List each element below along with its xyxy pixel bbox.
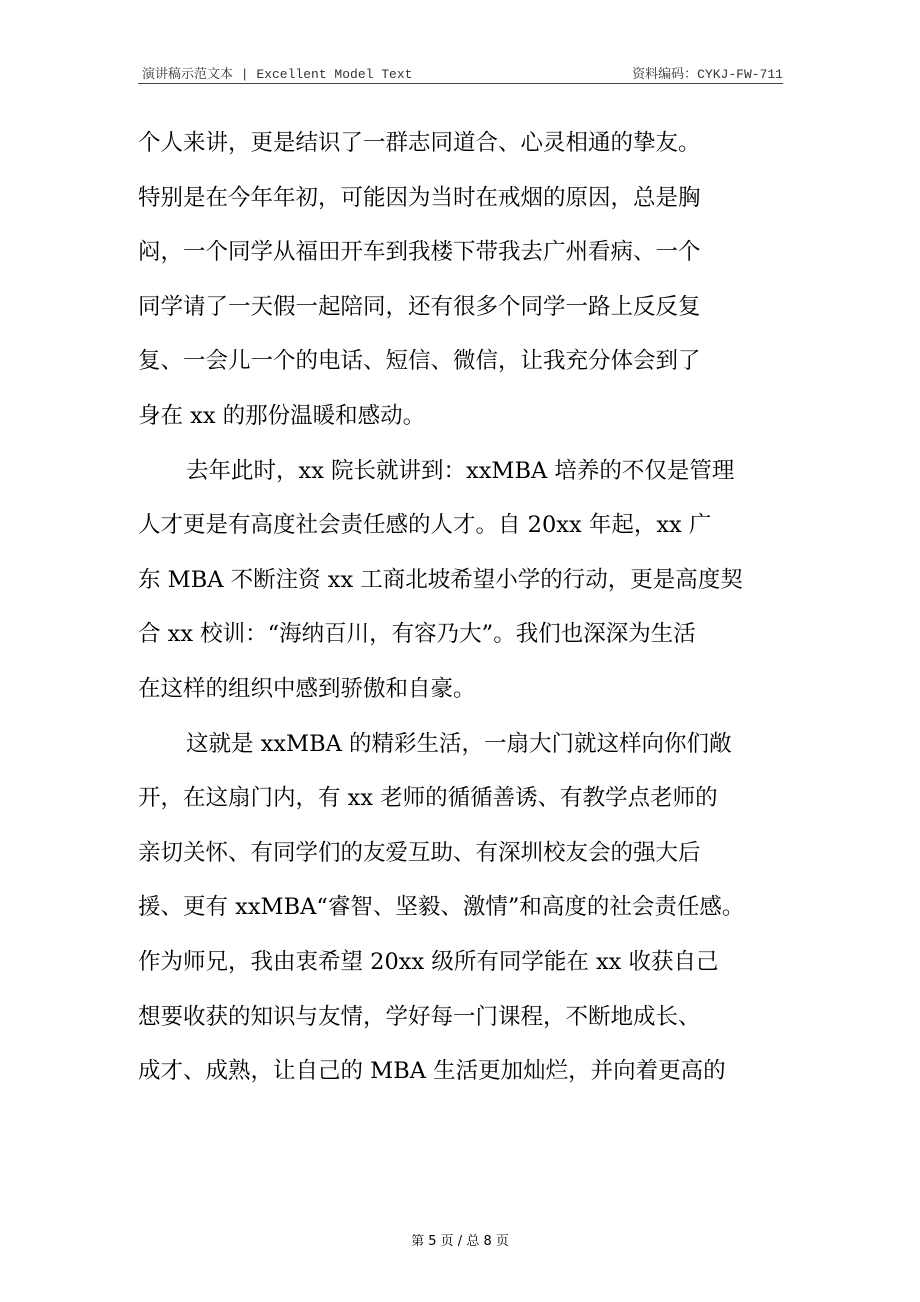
paragraph-start-line: 这就是 xxMBA 的精彩生活，一扇大门就这样向你们敞 <box>186 730 732 757</box>
text-line: 在这样的组织中感到骄傲和自豪。 <box>138 675 476 702</box>
text-line: 闷，一个同学从福田开车到我楼下带我去广州看病、一个 <box>138 239 701 266</box>
text-line: 身在 xx 的那份温暖和感动。 <box>138 402 426 429</box>
header-title: 演讲稿示范文本 | Excellent Model Text <box>142 67 413 82</box>
text-line: 合 xx 校训：“海纳百川，有容乃大”。我们也深深为生活 <box>138 621 696 648</box>
text-line: 开，在这扇门内，有 xx 老师的循循善诱、有教学点老师的 <box>138 785 718 812</box>
text-line: 复、一会儿一个的电话、短信、微信，让我充分体会到了 <box>138 348 701 375</box>
document-body <box>138 116 798 1099</box>
paragraph-start-line: 去年此时，xx 院长就讲到：xxMBA 培养的不仅是管理 <box>186 457 735 484</box>
text-line: 成才、成熟，让自己的 MBA 生活更加灿烂，并向着更高的 <box>138 1058 726 1085</box>
text-line: 援、更有 xxMBA“睿智、坚毅、激情”和高度的社会责任感。 <box>138 894 745 921</box>
text-line: 作为师兄，我由衷希望 20xx 级所有同学能在 xx 收获自己 <box>138 948 719 975</box>
page-header <box>138 60 783 82</box>
text-line: 个人来讲，更是结识了一群志同道合、心灵相通的挚友。 <box>138 130 701 156</box>
text-line: 特别是在今年年初，可能因为当时在戒烟的原因，总是胸 <box>138 184 701 211</box>
page-number: 第 5 页 / 总 8 页 <box>411 1234 509 1249</box>
text-line: 东 MBA 不断注资 xx 工商北坡希望小学的行动，更是高度契 <box>138 566 743 593</box>
text-line: 想要收获的知识与友情，学好每一门课程，不断地成长、 <box>138 1003 701 1030</box>
text-line: 亲切关怀、有同学们的友爱互助、有深圳校友会的强大后 <box>138 839 701 866</box>
document-code: 资料编码：CYKJ-FW-711 <box>632 67 783 82</box>
text-line: 人才更是有高度社会责任感的人才。自 20xx 年起，xx 广 <box>138 512 712 539</box>
header-divider <box>138 83 783 84</box>
text-line: 同学请了一天假一起陪同，还有很多个同学一路上反反复 <box>138 293 701 320</box>
